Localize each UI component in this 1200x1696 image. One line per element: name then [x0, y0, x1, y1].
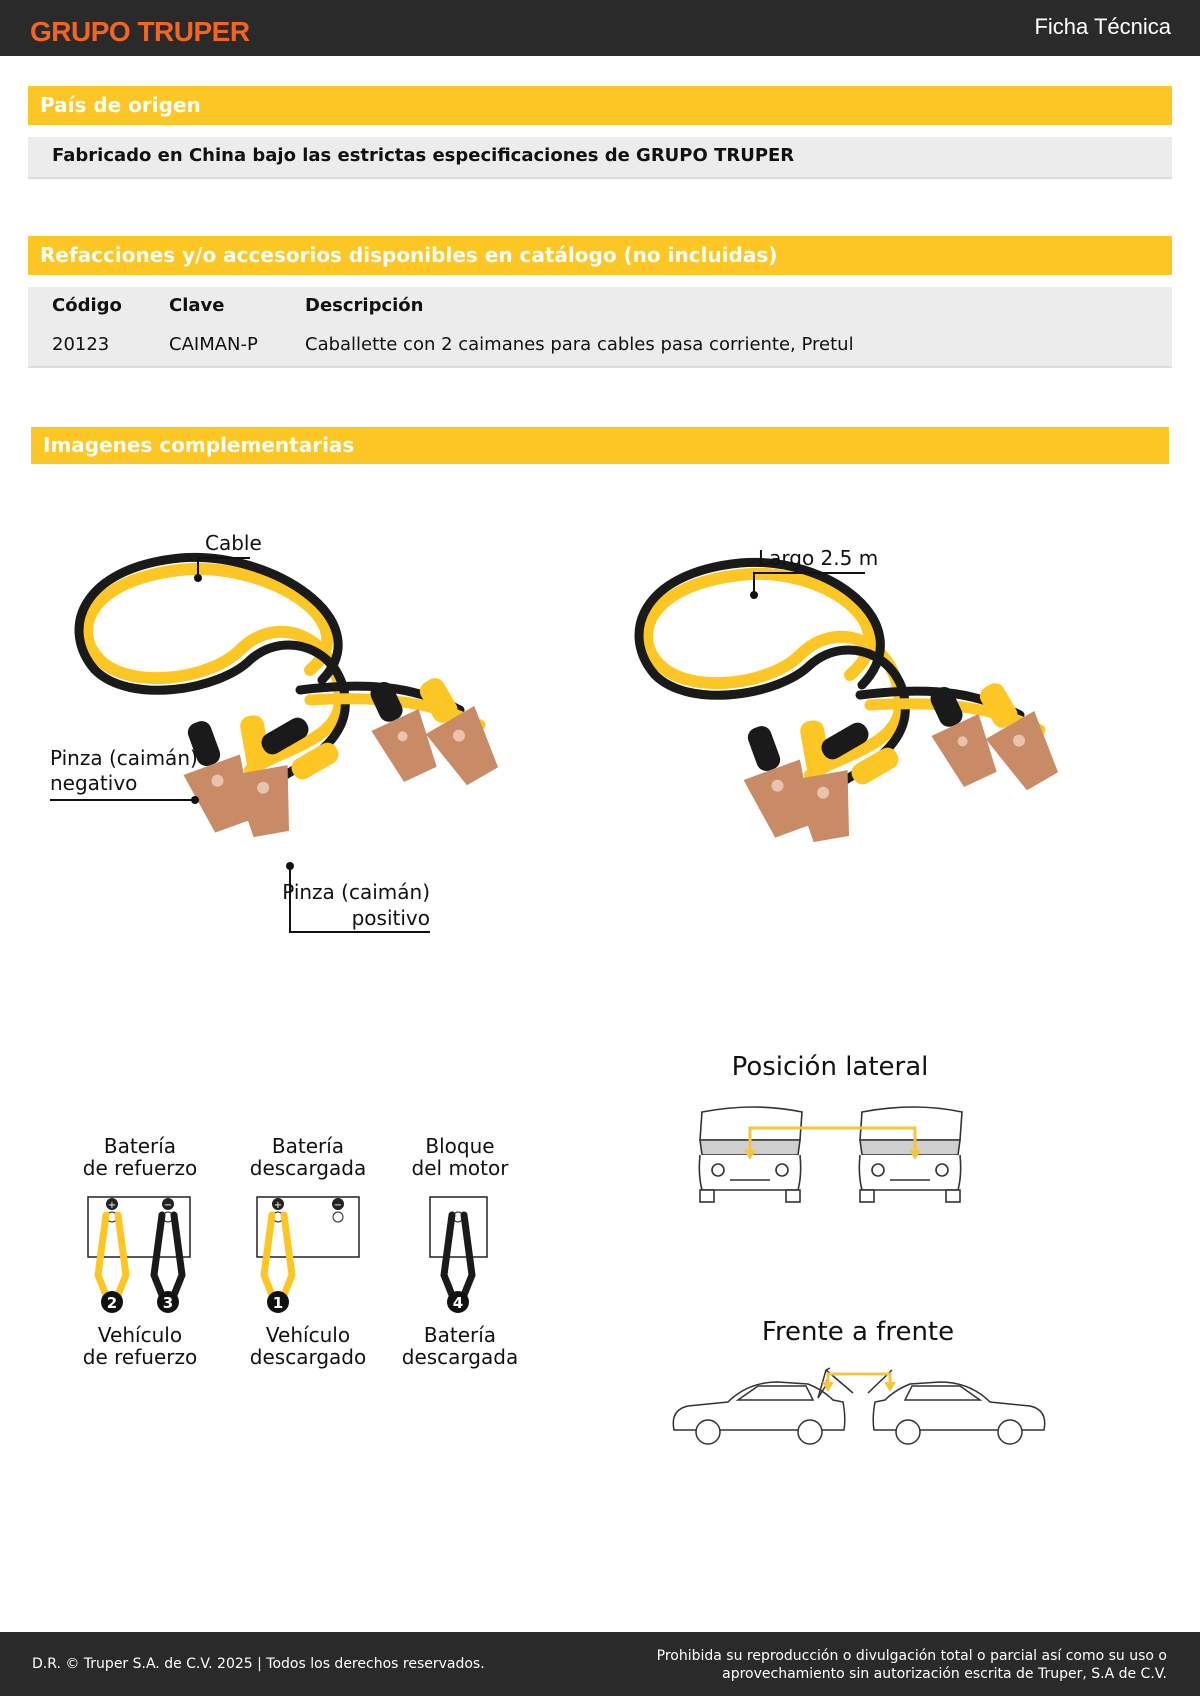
- step-top-label-2b: descargada: [249, 1156, 367, 1180]
- positive-clamp-label-2: positivo: [351, 906, 430, 930]
- svg-text:−: −: [163, 1200, 173, 1211]
- cell-codigo: 20123: [52, 334, 110, 355]
- step-bottom-label-3a: Batería: [423, 1323, 497, 1347]
- step-bottom-label-2a: Vehículo: [265, 1323, 351, 1347]
- footer-bar: [0, 1632, 1200, 1696]
- parts-section-title: Refacciones y/o accesorios disponibles en catálogo (no incluidas): [28, 236, 1172, 275]
- copyright-text: D.R. © Truper S.A. de C.V. 2025 | Todos los derechos reservados.: [32, 1656, 485, 1672]
- step-bottom-label-3b: descargada: [401, 1345, 519, 1369]
- step-top-label-3b: del motor: [411, 1156, 509, 1180]
- legal-notice-line-2: aprovechamiento sin autorización escrita de Truper, S.A de C.V.: [722, 1666, 1167, 1682]
- cable-label: Cable: [205, 531, 262, 555]
- jumper-cables-length-image: [630, 535, 1100, 935]
- brand-logo: GRUPO TRUPER: [30, 16, 250, 47]
- positive-clamp-label-1: Pinza (caimán): [282, 880, 430, 904]
- col-header-clave: Clave: [169, 295, 225, 316]
- parts-table: [28, 287, 1172, 368]
- negative-clamp-label-2: negativo: [50, 771, 138, 795]
- front-to-front-diagram: [668, 1310, 1068, 1460]
- origin-section-title: País de origen: [28, 86, 1172, 125]
- lateral-position-diagram: [670, 1040, 990, 1240]
- document-type: Ficha Técnica: [1034, 14, 1171, 39]
- col-header-descripcion: Descripción: [305, 295, 424, 316]
- step-number-3: 3: [162, 1294, 174, 1312]
- legal-notice: [657, 1647, 1167, 1683]
- origin-text: Fabricado en China bajo las estrictas especificaciones de GRUPO TRUPER: [52, 145, 795, 166]
- step-number-4: 4: [452, 1294, 464, 1312]
- step-top-label-2a: Batería: [271, 1134, 345, 1158]
- engine-block-icon: [430, 1197, 487, 1257]
- step-top-label-1b: de refuerzo: [82, 1156, 198, 1180]
- legal-notice-line-1: Prohibida su reproducción o divulgación total o parcial así como su uso o: [656, 1648, 1167, 1664]
- negative-clamp-label-1: Pinza (caimán): [50, 746, 198, 770]
- origin-box: [28, 137, 1172, 179]
- jumper-cables-labeled-image: [40, 520, 540, 940]
- step-top-label-3a: Bloque: [425, 1134, 495, 1158]
- car-side-icon: [673, 1368, 845, 1444]
- step-bottom-label-1a: Vehículo: [97, 1323, 183, 1347]
- step-number-1: 1: [272, 1294, 284, 1312]
- car-side-icon: [873, 1382, 1045, 1444]
- cell-descripcion: Caballette con 2 caimanes para cables pasa corriente, Pretul: [305, 334, 854, 355]
- col-header-codigo: Código: [52, 295, 122, 316]
- step-bottom-label-1b: de refuerzo: [82, 1345, 198, 1369]
- step-top-label-1a: Batería: [103, 1134, 177, 1158]
- length-label: Largo 2.5 m: [758, 546, 879, 570]
- images-section-title: Imagenes complementarias: [31, 427, 1169, 464]
- front-to-front-title: Frente a frente: [761, 1317, 955, 1347]
- lateral-position-title: Posición lateral: [731, 1052, 929, 1082]
- svg-text:+: +: [273, 1200, 283, 1211]
- connection-steps-diagram: [70, 1130, 530, 1380]
- cell-clave: CAIMAN-P: [169, 334, 258, 355]
- car-front-icon: [859, 1107, 962, 1202]
- svg-text:−: −: [333, 1200, 343, 1211]
- header-bar: [0, 0, 1200, 56]
- step-number-2: 2: [106, 1294, 118, 1312]
- svg-text:+: +: [107, 1200, 117, 1211]
- step-bottom-label-2b: descargado: [249, 1345, 367, 1369]
